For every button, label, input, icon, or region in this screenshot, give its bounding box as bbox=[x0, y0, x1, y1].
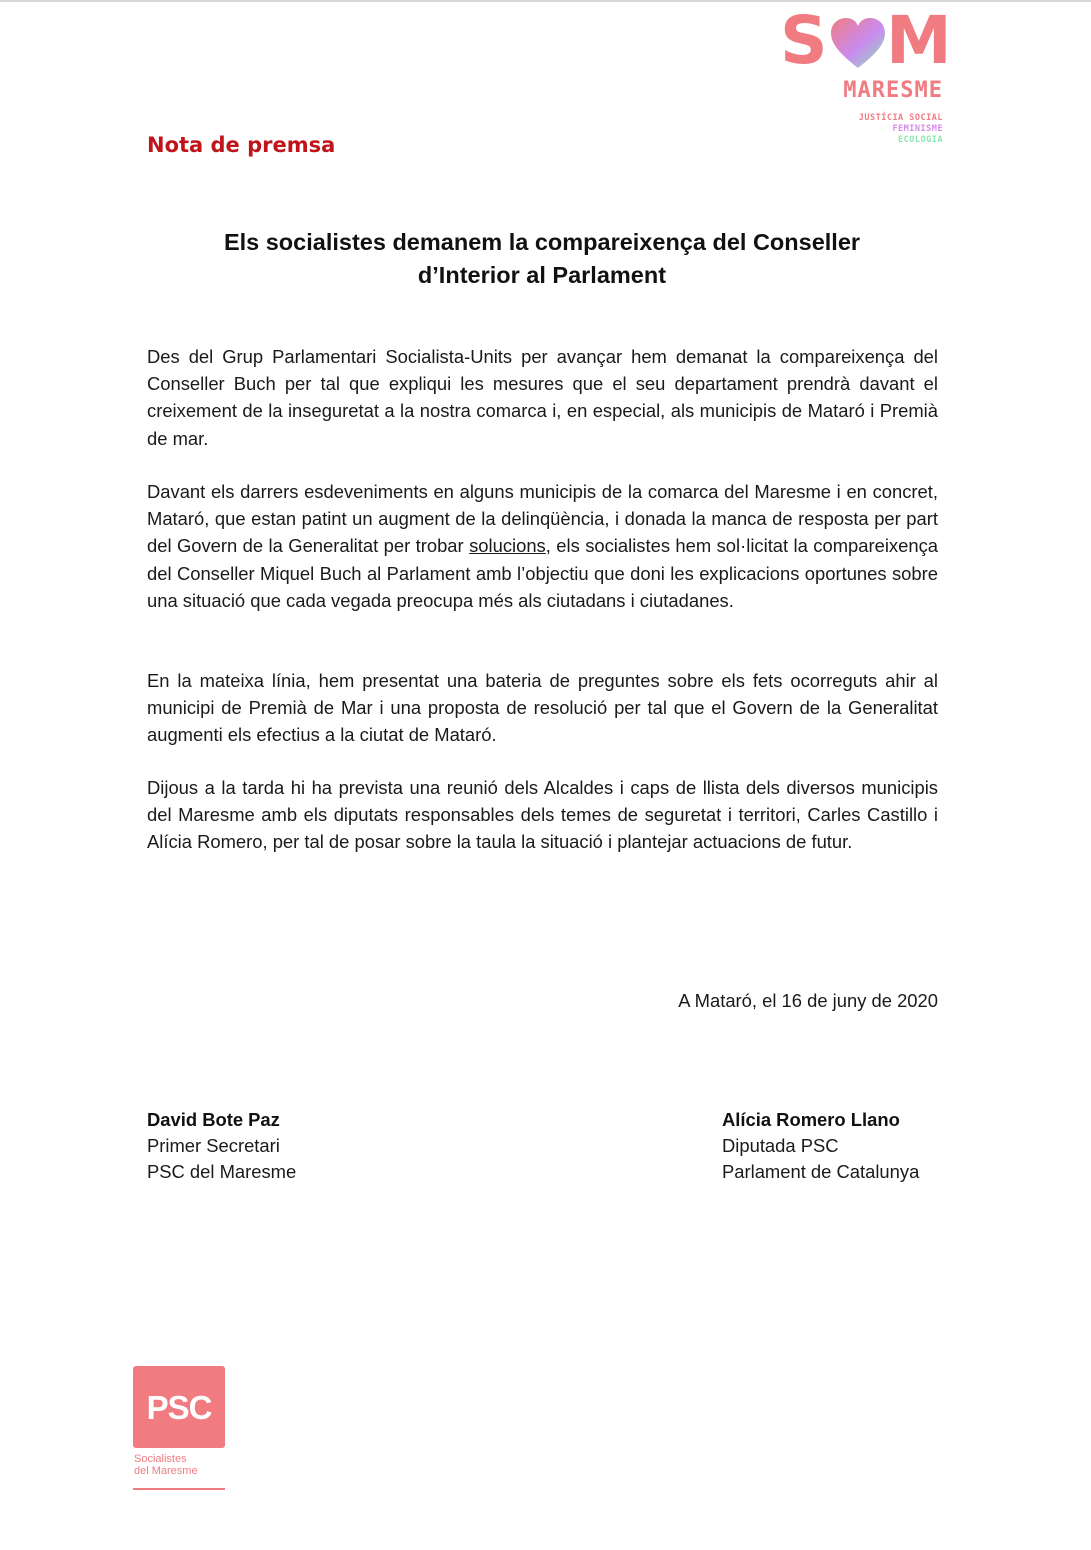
date-line: A Mataró, el 16 de juny de 2020 bbox=[678, 990, 938, 1011]
signatory-name: Alícia Romero Llano bbox=[722, 1109, 900, 1130]
logo-tagline-ecologia: ECOLOGIA bbox=[898, 135, 943, 145]
signatory-org: Parlament de Catalunya bbox=[722, 1161, 920, 1182]
heart-icon bbox=[830, 18, 886, 70]
som-maresme-logo bbox=[780, 2, 952, 145]
psc-logo-text: PSC bbox=[146, 1389, 212, 1426]
som-letter-s: S bbox=[780, 2, 828, 79]
signatory-role: Primer Secretari bbox=[147, 1135, 280, 1156]
paragraph-3: En la mateixa línia, hem presentat una bateria de preguntes sobre els fets ocorreguts ahir al municipi de Premià de Mar i una proposta de resolució per tal que el Govern de la Generalitat augmenti els efectius a la ciutat de Mataró. bbox=[147, 670, 938, 746]
paragraph-2 bbox=[147, 478, 938, 614]
logo-maresme-text: MARESME bbox=[843, 78, 943, 103]
psc-subtitle-line-2: del Maresme bbox=[134, 1464, 198, 1477]
psc-logo bbox=[133, 1366, 225, 1492]
paragraph-1: Des del Grup Parlamentari Socialista-Units per avançar hem demanat la compareixença del Conseller Buch per tal que expliqui les mesures que el seu departament prendrà davant el creixement de la inseguretat a la nostra comarca i, en especial, als municipis de Mataró i Premià de mar. bbox=[147, 346, 938, 449]
psc-logo-subtitle bbox=[134, 1454, 198, 1477]
signatory-role: Diputada PSC bbox=[722, 1135, 839, 1156]
psc-subtitle-line-1: Socialistes bbox=[134, 1453, 187, 1465]
paragraph-2-end: , els socialistes hem sol·licitat la compareixença del Conseller Miquel Buch al Parlament amb l’objectiu que doni les explicacions oportunes sobre una situació que cada vegada preocupa més als ciutadans i ciutadanes. bbox=[147, 535, 938, 611]
som-wordmark bbox=[780, 2, 952, 80]
signature-right bbox=[722, 1107, 919, 1185]
press-release-label: Nota de premsa bbox=[147, 133, 336, 157]
paragraph-4: Dijous a la tarda hi ha prevista una reunió dels Alcaldes i caps de llista dels diversos municipis del Maresme amb els diputats responsables dels temes de seguretat i territori, Carles Castillo i Alícia Romero, per tal de posar sobre la taula la situació i plantejar actuacions de futur. bbox=[147, 777, 938, 853]
psc-logo-underline bbox=[133, 1488, 225, 1490]
title-line-2: d’Interior al Parlament bbox=[417, 262, 667, 288]
document-title bbox=[147, 226, 937, 292]
psc-logo-box bbox=[133, 1366, 225, 1448]
signatory-org: PSC del Maresme bbox=[147, 1161, 297, 1182]
title-line-1: Els socialistes demanem la compareixença del Conseller bbox=[223, 229, 861, 255]
solucions-link[interactable]: solucions bbox=[469, 535, 546, 557]
som-letter-m: M bbox=[886, 2, 952, 79]
logo-tagline-feminisme: FEMINISME bbox=[892, 124, 943, 134]
logo-tagline-justicia: JUSTÍCIA SOCIAL bbox=[858, 113, 943, 123]
signature-left bbox=[147, 1107, 296, 1185]
paragraph-2-start: Davant els darrers esdeveniments en alguns municipis de la comarca del Maresme i en concret, Mataró, que estan patint un augment de la delinqüència, i donada la manca de resposta per part del Govern de la Generalitat per trobar bbox=[147, 481, 938, 557]
signatory-name: David Bote Paz bbox=[147, 1109, 280, 1130]
